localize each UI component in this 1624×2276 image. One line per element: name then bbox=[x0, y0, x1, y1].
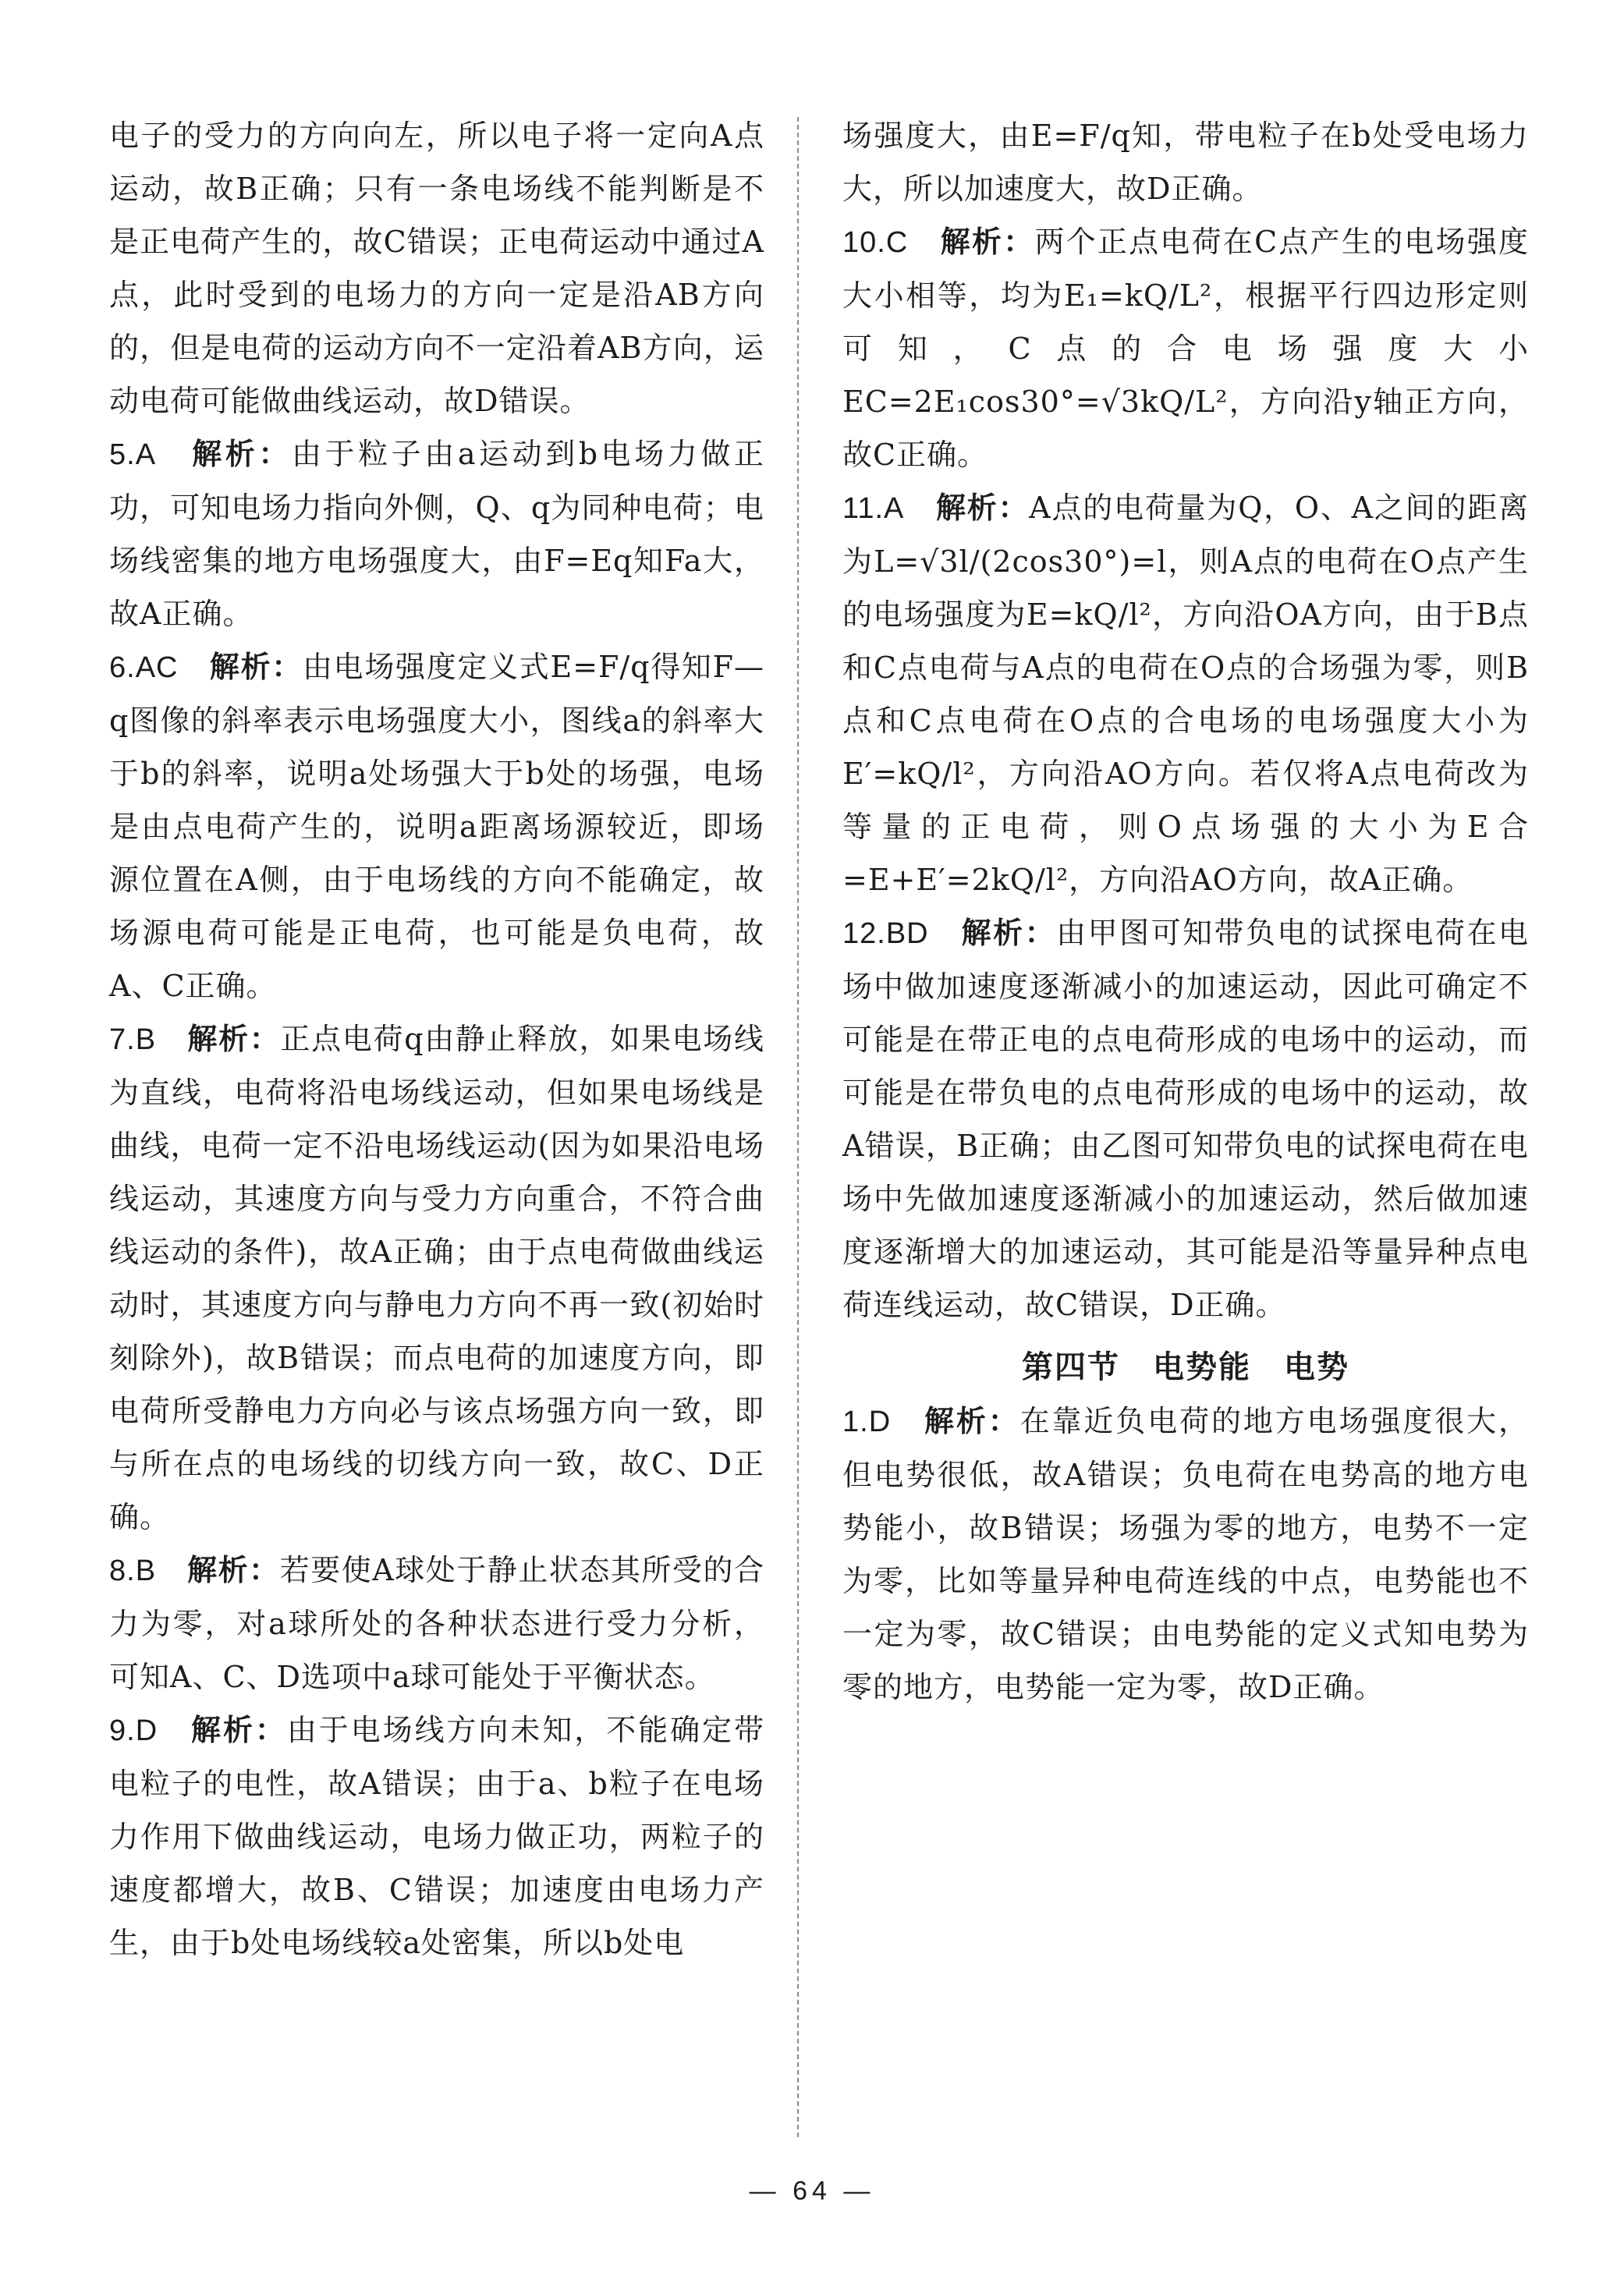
answer-8: 8.B 解析：若要使A球处于静止状态其所受的合力为零，对a球所处的各种状态进行受力分析，可知A、C、D选项中a球可能处于平衡状态。 bbox=[109, 1553, 764, 1694]
answer-7: 7.B 解析：正点电荷q由静止释放，如果电场线为直线，电荷将沿电场线运动，但如果电场线是曲线，电荷一定不沿电场线运动(因为如果沿电场线运动，其速度方向与受力方向重合，不符合曲线运动的条件)，故A正确；由于点电荷做曲线运动时，其速度方向与静电力方向不再一致(初始时刻除外)，故B错误；而点电荷的加速度方向，即电荷所受静电力方向必与该点场强方向一致，即与所在点的电场线的切线方向一致，故C、D正确。 bbox=[109, 1022, 764, 1534]
answer-4-continued: 电子的受力的方向向左，所以电子将一定向A点运动，故B正确；只有一条电场线不能判断是不是正电荷产生的，故C错误；正电荷运动中通过A点，此时受到的电场力的方向一定是沿AB方向的，但是电荷的运动方向不一定沿着AB方向，运动电荷可能做曲线运动，故D错误。 bbox=[109, 119, 764, 418]
answer-6: 6.AC 解析：由电场强度定义式E=F/q得知F—q图像的斜率表示电场强度大小，图线a的斜率大于b的斜率，说明a处场强大于b处的场强，电场是由点电荷产生的，说明a距离场源较近，即场源位置在A侧，由于电场线的方向不能确定，故场源电荷可能是正电荷，也可能是负电荷，故A、C正确。 bbox=[109, 650, 764, 1003]
answer-11: 11.A 解析：A点的电荷量为Q，O、A之间的距离为L=√3l/(2cos30°)=l，则A点的电荷在O点产生的电场强度为E=kQ/l²，方向沿OA方向，由于B点和C点电荷与A点的电荷在O点的合场强为零，则B点和C点电荷在O点的合电场的电场强度大小为E′=kQ/l²，方向沿AO方向。若仅将A点电荷改为等量的正电荷，则O点场强的大小为E合=E+E′=2kQ/l²，方向沿AO方向，故A正确。 bbox=[842, 491, 1529, 897]
page-number: — 64 — bbox=[749, 2176, 875, 2206]
answer-12: 12.BD 解析：由甲图可知带负电的试探电荷在电场中做加速度逐渐减小的加速运动，因此可确定不可能是在带正电的点电荷形成的电场中的运动，而可能是在带负电的点电荷形成的电场中的运动，故A错误，B正确；由乙图可知带负电的试探电荷在电场中先做加速度逐渐减小的加速运动，然后做加速度逐渐增大的加速运动，其可能是沿等量异种点电荷连线运动，故C错误，D正确。 bbox=[842, 916, 1529, 1322]
answer-9: 9.D 解析：由于电场线方向未知，不能确定带电粒子的电性，故A错误；由于a、b粒子在电场力作用下做曲线运动，电场力做正功，两粒子的速度都增大，故B、C错误；加速度由电场力产生，由于b处电场线较a处密集，所以b处电 bbox=[109, 1713, 764, 1960]
section-answer-1: 1.D 解析：在靠近负电荷的地方电场强度很大，但电势很低，故A错误；负电荷在电势高的地方电势能小，故B错误；场强为零的地方，电势不一定为零，比如等量异种电荷连线的中点，电势能也不一定为零，故C错误；由电势能的定义式知电势为零的地方，电势能一定为零，故D正确。 bbox=[842, 1404, 1529, 1704]
column-divider bbox=[797, 117, 799, 2137]
answer-10: 10.C 解析：两个正点电荷在C点产生的电场强度大小相等，均为E₁=kQ/L²，根据平行四边形定则可知，C点的合电场强度大小EC=2E₁cos30°=√3kQ/L²，方向沿y轴正方向，故C正确。 bbox=[842, 225, 1529, 472]
right-column bbox=[842, 109, 1529, 1714]
left-column bbox=[109, 109, 764, 1969]
section-title: 第四节 电势能 电势 bbox=[1022, 1349, 1349, 1385]
answer-5: 5.A 解析：由于粒子由a运动到b电场力做正功，可知电场力指向外侧，Q、q为同种电荷；电场线密集的地方电场强度大，由F=Eq知Fa大，故A正确。 bbox=[109, 437, 764, 631]
answer-9-continued: 场强度大，由E=F/q知，带电粒子在b处受电场力大，所以加速度大，故D正确。 bbox=[842, 119, 1529, 206]
